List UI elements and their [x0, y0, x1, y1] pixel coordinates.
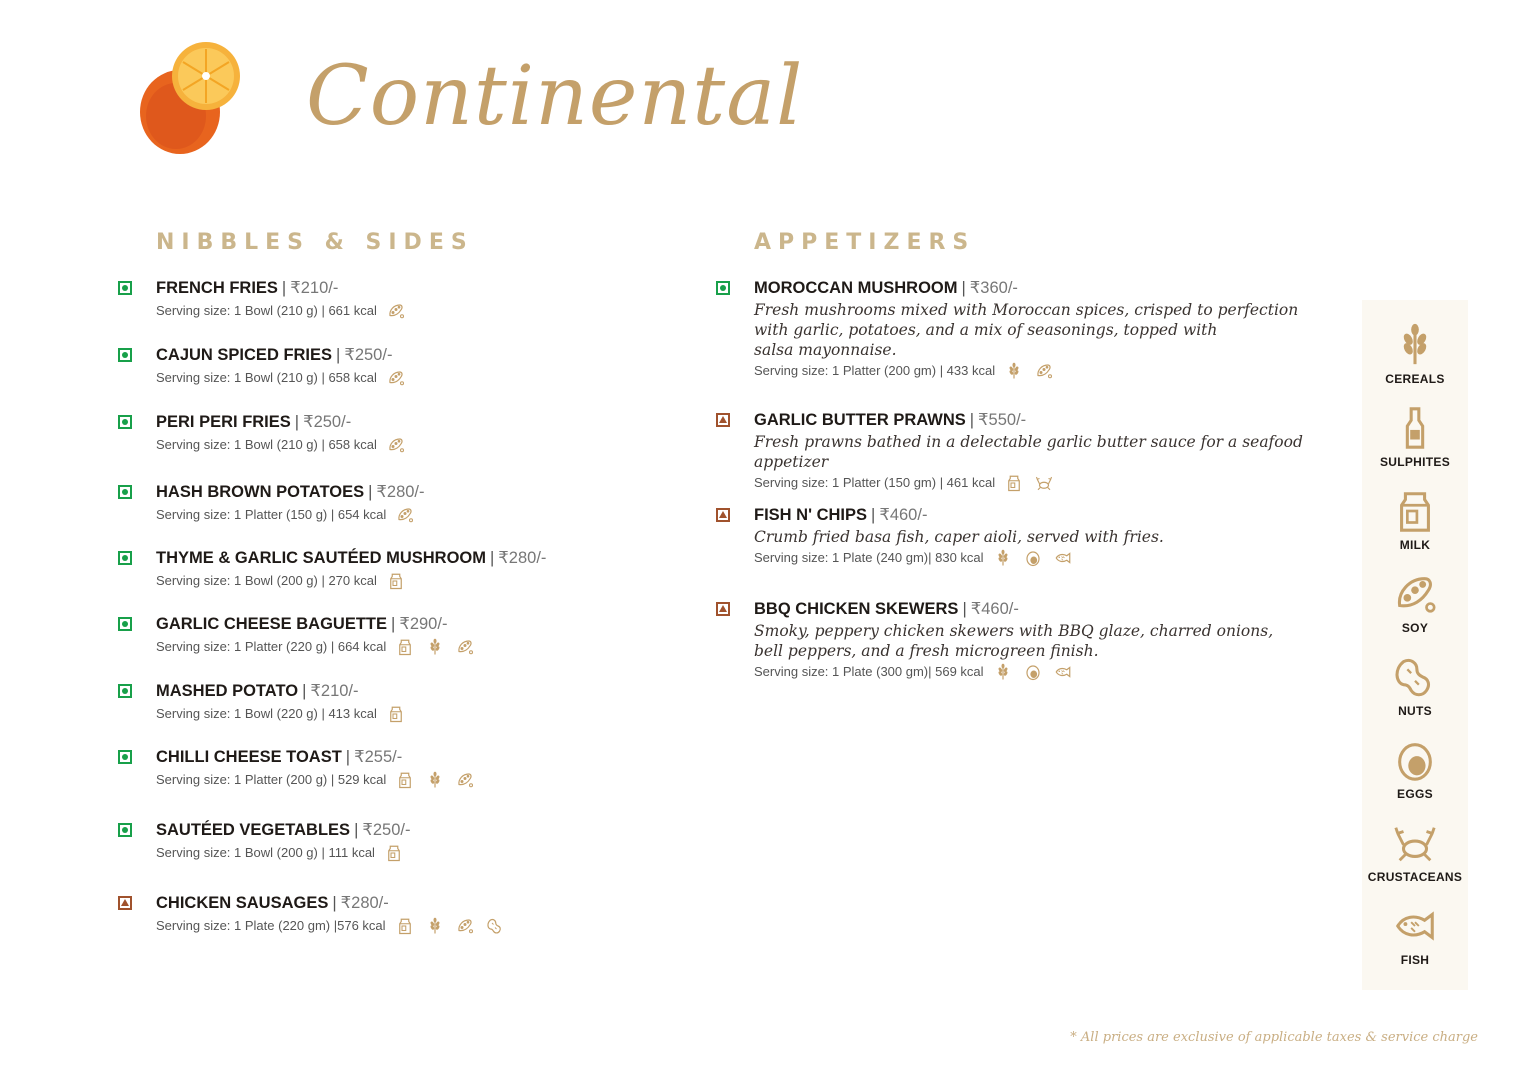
item-description [714, 432, 1354, 472]
item-name: BBQ CHICKEN SKEWERS [754, 600, 959, 618]
serving-info [714, 661, 1354, 683]
milk-carton-icon [387, 572, 405, 590]
item-title-line [714, 597, 1354, 621]
serving-info [116, 769, 676, 791]
legend-item-cereals [1362, 322, 1468, 386]
soybean-icon [387, 302, 405, 320]
item-description-line: Smoky, peppery chicken skewers with BBQ glaze, charred onions, [754, 622, 1274, 640]
item-separator: | [294, 413, 300, 431]
item-title-line [116, 679, 676, 703]
item-separator: | [391, 615, 396, 633]
non-veg-mark-icon [716, 602, 730, 616]
milk-carton-icon [396, 917, 414, 935]
soybean-icon [1362, 571, 1468, 617]
nibbles-section [116, 228, 676, 933]
soybean-icon [1035, 362, 1053, 380]
item-name: GARLIC BUTTER PRAWNS [754, 411, 966, 429]
soybean-icon [396, 506, 414, 524]
milk-carton-icon [396, 771, 414, 789]
item-price: ₹280/- [498, 549, 547, 567]
item-title-line [116, 546, 676, 570]
serving-size: Serving size: 1 Plate (220 gm) |576 kcal [156, 918, 386, 933]
fish-icon [1054, 663, 1072, 681]
item-separator: | [281, 279, 287, 297]
soybean-icon [456, 917, 474, 935]
item-title-line [116, 818, 676, 842]
item-title-line [116, 480, 676, 504]
item-price: ₹550/- [978, 411, 1027, 429]
item-title-line [714, 408, 1354, 432]
legend-item-eggs [1362, 737, 1468, 801]
veg-mark-icon [118, 684, 132, 698]
legend-item-soy [1362, 571, 1468, 635]
serving-size: Serving size: 1 Bowl (220 g) | 413 kcal [156, 706, 377, 721]
wheat-icon [426, 917, 444, 935]
serving-size: Serving size: 1 Bowl (210 g) | 661 kcal [156, 303, 377, 318]
item-price: ₹460/- [970, 600, 1019, 618]
item-name: SAUTÉED VEGETABLES [156, 821, 351, 839]
serving-info [116, 367, 676, 389]
serving-info [116, 504, 676, 526]
soybean-icon [387, 436, 405, 454]
veg-mark-icon [118, 551, 132, 565]
item-title-line [116, 410, 676, 434]
peanut-icon [486, 917, 504, 935]
item-title-line [116, 745, 676, 769]
bottle-icon [1362, 405, 1468, 451]
fish-icon [1362, 903, 1468, 949]
legend-item-milk [1362, 488, 1468, 552]
item-name: CHILLI CHEESE TOAST [156, 748, 342, 766]
milk-carton-icon [387, 705, 405, 723]
crab-icon [1362, 820, 1468, 866]
serving-info [116, 915, 676, 937]
wheat-icon [426, 638, 444, 656]
veg-mark-icon [118, 823, 132, 837]
serving-size: Serving size: 1 Platter (150 gm) | 461 kcal [754, 475, 996, 490]
menu-item [714, 597, 1354, 683]
legend-label: SULPHITES [1379, 455, 1451, 469]
item-description-line: Crumb fried basa fish, caper aioli, served with fries. [754, 528, 1164, 546]
menu-item [116, 679, 676, 725]
item-price: ₹250/- [303, 413, 352, 431]
menu-item [116, 343, 676, 389]
item-separator: | [871, 506, 876, 524]
menu-item [116, 612, 676, 658]
item-price: ₹290/- [399, 615, 448, 633]
serving-size: Serving size: 1 Plate (300 gm)| 569 kcal [754, 664, 984, 679]
veg-mark-icon [118, 617, 132, 631]
serving-info [116, 300, 676, 322]
serving-info [116, 434, 676, 456]
item-price: ₹360/- [969, 279, 1018, 297]
allergen-legend [1362, 300, 1468, 990]
price-note: * All prices are exclusive of applicable taxes & service charge [1070, 1030, 1478, 1045]
serving-info [714, 547, 1354, 569]
serving-info [116, 842, 676, 864]
serving-size: Serving size: 1 Plate (240 gm)| 830 kcal [754, 550, 984, 565]
item-separator: | [354, 821, 359, 839]
wheat-icon [994, 663, 1012, 681]
item-price: ₹280/- [340, 894, 389, 912]
milk-carton-icon [1362, 488, 1468, 534]
legend-label: FISH [1400, 953, 1430, 967]
soybean-icon [456, 638, 474, 656]
legend-label: NUTS [1398, 704, 1432, 718]
egg-icon [1024, 663, 1042, 681]
item-name: THYME & GARLIC SAUTÉED MUSHROOM [156, 549, 486, 567]
serving-info [116, 570, 676, 592]
legend-item-crustaceans [1362, 820, 1468, 884]
item-title-line [714, 503, 1354, 527]
item-name: FISH N' CHIPS [754, 506, 868, 524]
veg-mark-icon [118, 281, 132, 295]
serving-info [714, 360, 1354, 382]
legend-item-sulphites [1362, 405, 1468, 469]
milk-carton-icon [1005, 474, 1023, 492]
item-price: ₹460/- [879, 506, 928, 524]
wheat-icon [1005, 362, 1023, 380]
non-veg-mark-icon [716, 413, 730, 427]
soybean-icon [387, 369, 405, 387]
serving-info [116, 703, 676, 725]
item-separator: | [345, 748, 351, 766]
item-description [714, 527, 1354, 547]
item-price: ₹255/- [354, 748, 403, 766]
legend-label: CRUSTACEANS [1367, 870, 1463, 884]
appetizers-section [714, 228, 1354, 679]
serving-size: Serving size: 1 Platter (150 g) | 654 kcal [156, 507, 387, 522]
veg-mark-icon [716, 281, 730, 295]
serving-size: Serving size: 1 Platter (200 g) | 529 kcal [156, 772, 387, 787]
crab-icon [1035, 474, 1053, 492]
legend-label: CEREALS [1385, 372, 1445, 386]
menu-item [116, 546, 676, 592]
serving-info [714, 472, 1354, 494]
item-description [714, 621, 1354, 661]
item-price: ₹250/- [362, 821, 411, 839]
item-price: ₹210/- [310, 682, 359, 700]
item-separator: | [961, 279, 966, 297]
peanut-icon [1362, 654, 1468, 700]
item-title-line [714, 276, 1354, 300]
item-name: CAJUN SPICED FRIES [156, 346, 333, 364]
item-description-line: Fresh prawns bathed in a delectable garlic butter sauce for a seafood appetizer [754, 433, 1303, 471]
menu-item [714, 408, 1354, 494]
milk-carton-icon [396, 638, 414, 656]
egg-icon [1362, 737, 1468, 783]
item-separator: | [368, 483, 373, 501]
item-description-line: bell peppers, and a fresh microgreen finish. [754, 642, 1099, 660]
item-description-line: salsa mayonnaise. [754, 341, 897, 359]
item-description-line: Fresh mushrooms mixed with Moroccan spices, crisped to perfection [754, 301, 1299, 319]
serving-size: Serving size: 1 Bowl (210 g) | 658 kcal [156, 437, 377, 452]
veg-mark-icon [118, 485, 132, 499]
fish-icon [1054, 549, 1072, 567]
item-name: FRENCH FRIES [156, 279, 278, 297]
item-description-line: with garlic, potatoes, and a mix of seasonings, topped with [754, 321, 1218, 339]
item-price: ₹280/- [376, 483, 425, 501]
item-description [714, 300, 1354, 360]
page-title: Continental [306, 49, 804, 144]
serving-size: Serving size: 1 Bowl (200 g) | 111 kcal [156, 845, 375, 860]
item-title-line [116, 891, 676, 915]
item-name: MASHED POTATO [156, 682, 299, 700]
section-heading-nibbles: NIBBLES & SIDES [156, 230, 474, 255]
item-name: HASH BROWN POTATOES [156, 483, 365, 501]
item-title-line [116, 343, 676, 367]
menu-item [116, 276, 676, 322]
menu-item [116, 891, 676, 937]
item-separator: | [969, 411, 975, 429]
menu-item [714, 503, 1354, 569]
wheat-icon [426, 771, 444, 789]
legend-label: SOY [1401, 621, 1429, 635]
item-separator: | [336, 346, 341, 364]
wheat-icon [994, 549, 1012, 567]
item-name: GARLIC CHEESE BAGUETTE [156, 615, 388, 633]
veg-mark-icon [118, 415, 132, 429]
item-name: PERI PERI FRIES [156, 413, 291, 431]
menu-item [116, 410, 676, 456]
item-name: CHICKEN SAUSAGES [156, 894, 329, 912]
milk-carton-icon [385, 844, 403, 862]
serving-size: Serving size: 1 Bowl (200 g) | 270 kcal [156, 573, 377, 588]
serving-info [116, 636, 676, 658]
legend-label: EGGS [1397, 787, 1433, 801]
item-separator: | [302, 682, 307, 700]
item-price: ₹250/- [344, 346, 393, 364]
serving-size: Serving size: 1 Platter (220 g) | 664 kcal [156, 639, 387, 654]
item-separator: | [490, 549, 495, 567]
section-heading-appetizers: APPETIZERS [754, 230, 976, 255]
wheat-icon [1362, 322, 1468, 368]
soybean-icon [456, 771, 474, 789]
legend-item-nuts [1362, 654, 1468, 718]
veg-mark-icon [118, 750, 132, 764]
item-name: MOROCCAN MUSHROOM [754, 279, 958, 297]
item-price: ₹210/- [290, 279, 339, 297]
orange-logo-icon [136, 40, 246, 156]
menu-item [116, 480, 676, 526]
item-separator: | [962, 600, 967, 618]
item-title-line [116, 276, 676, 300]
serving-size: Serving size: 1 Platter (200 gm) | 433 kcal [754, 363, 996, 378]
serving-size: Serving size: 1 Bowl (210 g) | 658 kcal [156, 370, 377, 385]
menu-item [116, 745, 676, 791]
non-veg-mark-icon [716, 508, 730, 522]
menu-item [116, 818, 676, 864]
item-separator: | [332, 894, 337, 912]
item-title-line [116, 612, 676, 636]
veg-mark-icon [118, 348, 132, 362]
egg-icon [1024, 549, 1042, 567]
legend-label: MILK [1399, 538, 1431, 552]
legend-item-fish [1362, 903, 1468, 967]
non-veg-mark-icon [118, 896, 132, 910]
menu-item [714, 276, 1354, 382]
